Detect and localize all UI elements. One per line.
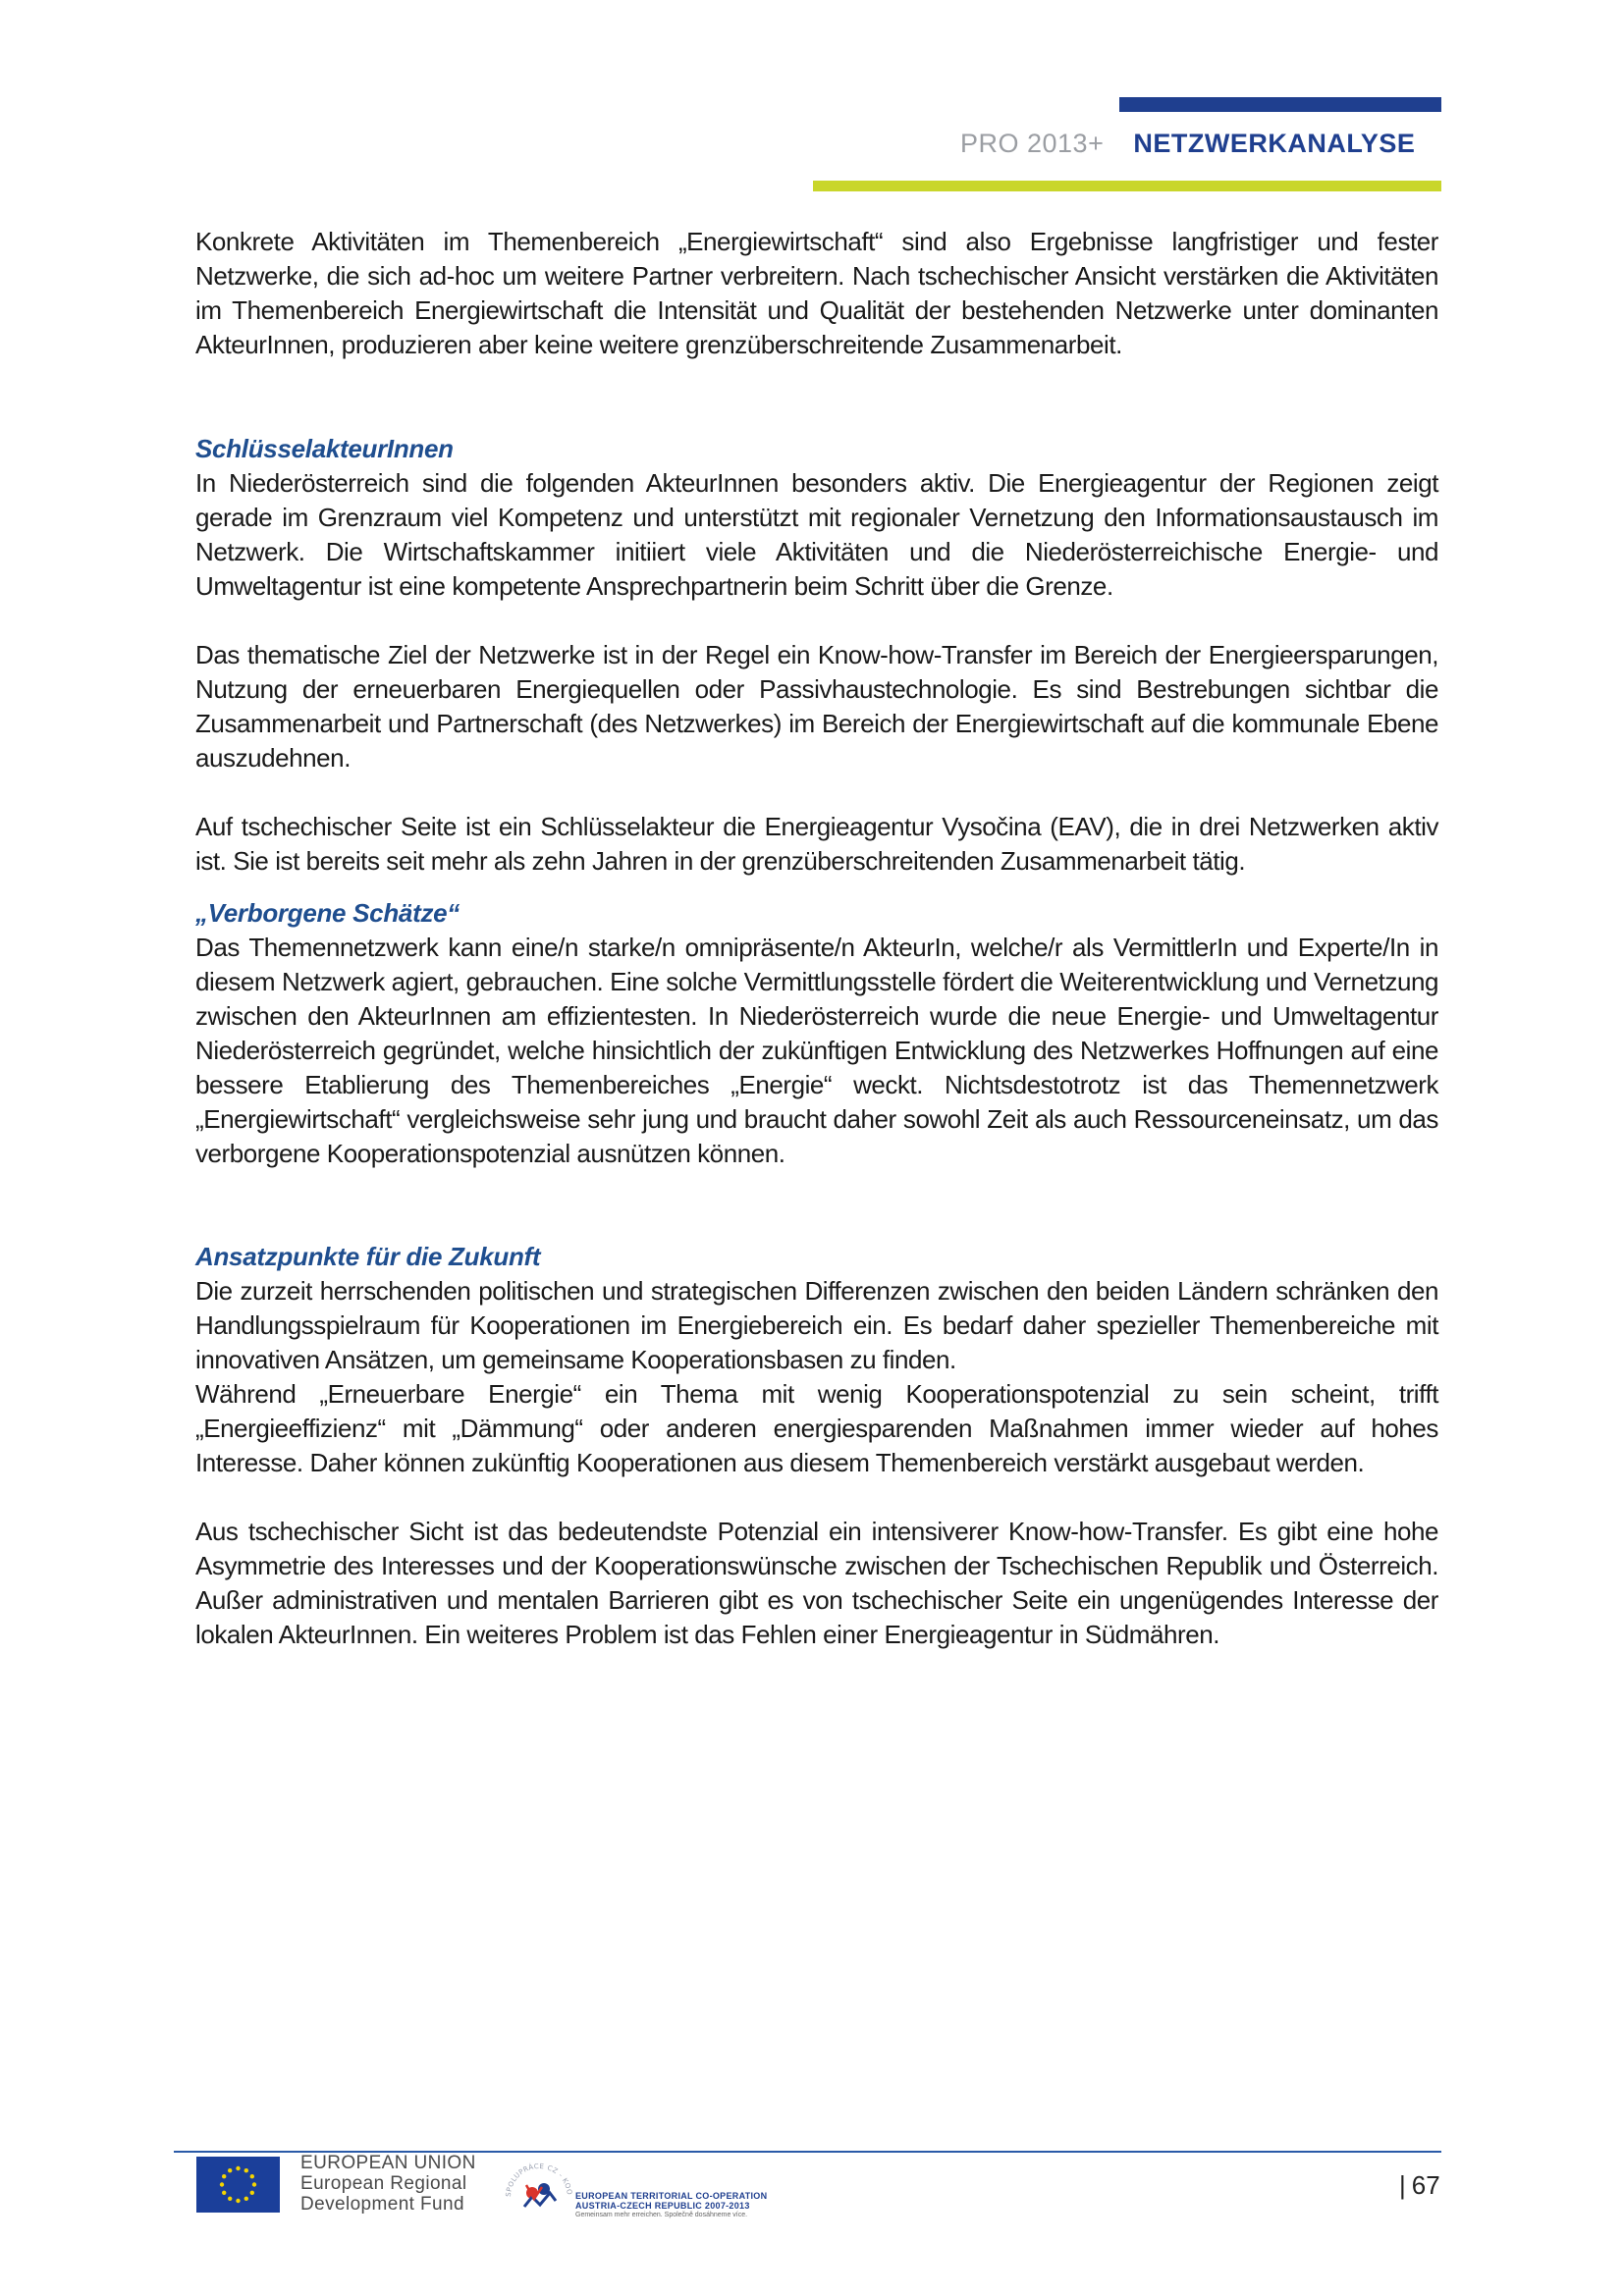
page-number-separator: | [1399, 2170, 1406, 2200]
header-section: NETZWERKANALYSE [1133, 129, 1416, 158]
eu-line-3: Development Fund [300, 2194, 464, 2215]
eu-line-1: EUROPEAN UNION [300, 2153, 476, 2173]
eu-flag-icon [196, 2157, 280, 2213]
cooperation-program-label [575, 2191, 772, 2219]
eu-line-2: European Regional [300, 2173, 467, 2194]
paragraph-key-actors-lower-austria: In Niederösterreich sind die folgenden AkteurInnen besonders aktiv. Die Energieagentur der Regionen zeigt gerade im Grenzraum viel Kompetenz und unterstützt mit regionaler Vernetzung den Informationsaustausch im Netzwerk. Die Wirtschaftskammer initiiert viele Aktivitäten und die Niederösterreichische Energie- und Umweltagentur ist eine kompetente Ansprechpartnerin beim Schritt über die Grenze. [195, 468, 1438, 601]
heading-key-actors: SchlüsselakteurInnen [195, 434, 454, 463]
paragraph-thematic-goal: Das thematische Ziel der Netzwerke ist in der Regel ein Know-how-Transfer im Bereich der Energieersparungen, Nutzung der erneuerbaren Energiequellen oder Passivhaustechnologie. Es sind Bestrebungen sichtbar die Zusammenarbeit und Partnerschaft (des Netzwerkes) im Bereich der Energiewirtschaft auf die kommunale Ebene auszudehnen. [195, 640, 1438, 773]
paragraph-czech-key-actor: Auf tschechischer Seite ist ein Schlüsselakteur die Energieagentur Vysočina (EAV), die in drei Netzwerken aktiv ist. Sie ist bereits seit mehr als zehn Jahren in der grenzüberschreitenden Zusammenarbeit tätig. [195, 812, 1438, 876]
header-blue-bar [1119, 97, 1441, 112]
svg-text:SPOLUPRÁCE CZ - KOOPERATION AT: SPOLUPRÁCE CZ - KOO [504, 2162, 574, 2198]
paragraph-energy-networks: Konkrete Aktivitäten im Themenbereich „Energiewirtschaft“ sind also Ergebnisse langfristiger und fester Netzwerke, die sich ad-hoc um weitere Partner verbreitern. Nach tschechischer Ansicht verstärken die Aktivitäten im Themenbereich Energiewirtschaft die Intensität und Qualität der bestehenden Netzwerke unter dominanten AkteurInnen, produzieren aber keine weitere grenzüberschreitende Zusammenarbeit. [195, 227, 1438, 359]
coop-line-2: AUSTRIA-CZECH REPUBLIC 2007-2013 [575, 2201, 750, 2211]
paragraph-hidden-treasures: Das Themennetzwerk kann eine/n starke/n omnipräsente/n AkteurIn, welche/r als VermittlerIn und Experte/In in diesem Netzwerk agiert, gebrauchen. Eine solche Vermittlungsstelle fördert die Weiterentwicklung und Vernetzung zwischen den AkteurInnen am effizientesten. In Niederösterreich wurde die neue Energie- und Umweltagentur Niederösterreich gegründet, welche hinsichtlich der zukünftigen Entwicklung des Netzwerkes Hoffnungen auf eine bessere Etablierung des Themenbereiches „Energie“ weckt. Nichtsdestotrotz ist das Themennetzwerk „Energiewirtschaft“ vergleichsweise sehr jung und braucht daher sowohl Zeit als auch Ressourceneinsatz, um das verborgene Kooperationspotenzial ausnützen können. [195, 933, 1438, 1168]
coop-line-3: Gemeinsam mehr erreichen. Společně dosáhneme více. [575, 2212, 748, 2218]
page-number-value: 67 [1411, 2170, 1440, 2200]
eu-fund-label [300, 2153, 476, 2215]
header-green-bar [813, 181, 1441, 191]
heading-future-approaches: Ansatzpunkte für die Zukunft [195, 1242, 541, 1271]
paragraph-political-differences: Die zurzeit herrschenden politischen und strategischen Differenzen zwischen den beiden Ländern schränken den Handlungsspielraum für Kooperationen im Energiebereich ein. Es bedarf daher spezieller Themenbereiche mit innovativen Ansätzen, um gemeinsame Kooperationsbasen zu finden. [195, 1276, 1438, 1374]
paragraph-renewable-vs-efficiency: Während „Erneuerbare Energie“ ein Thema mit wenig Kooperationspotenzial zu sein scheint, trifft „Energieeffizienz“ mit „Dämmung“ oder anderen energiesparenden Maßnahmen immer wieder auf hohes Interesse. Daher können zukünftig Kooperationen aus diesem Themenbereich verstärkt ausgebaut werden. [195, 1379, 1438, 1477]
heading-hidden-treasures: „Verborgene Schätze“ [195, 898, 460, 928]
header-title [960, 129, 1415, 159]
header-program: PRO 2013+ [960, 129, 1105, 158]
paragraph-czech-perspective: Aus tschechischer Sicht ist das bedeutendste Potenzial ein intensiverer Know-how-Transfer. Es gibt eine hohe Asymmetrie des Interesses und der Kooperationswünsche zwischen der Tschechischen Republik und Österreich. Außer administrativen und mentalen Barrieren gibt es von tschechischer Seite ein ungenügendes Interesse der lokalen AkteurInnen. Ein weiteres Problem ist das Fehlen einer Energieagentur in Südmähren. [195, 1517, 1438, 1649]
body-content [195, 225, 1438, 1652]
page-number [1399, 2170, 1440, 2201]
cooperation-logo-icon [499, 2150, 579, 2230]
coop-line-1: EUROPEAN TERRITORIAL CO-OPERATION [575, 2191, 768, 2201]
